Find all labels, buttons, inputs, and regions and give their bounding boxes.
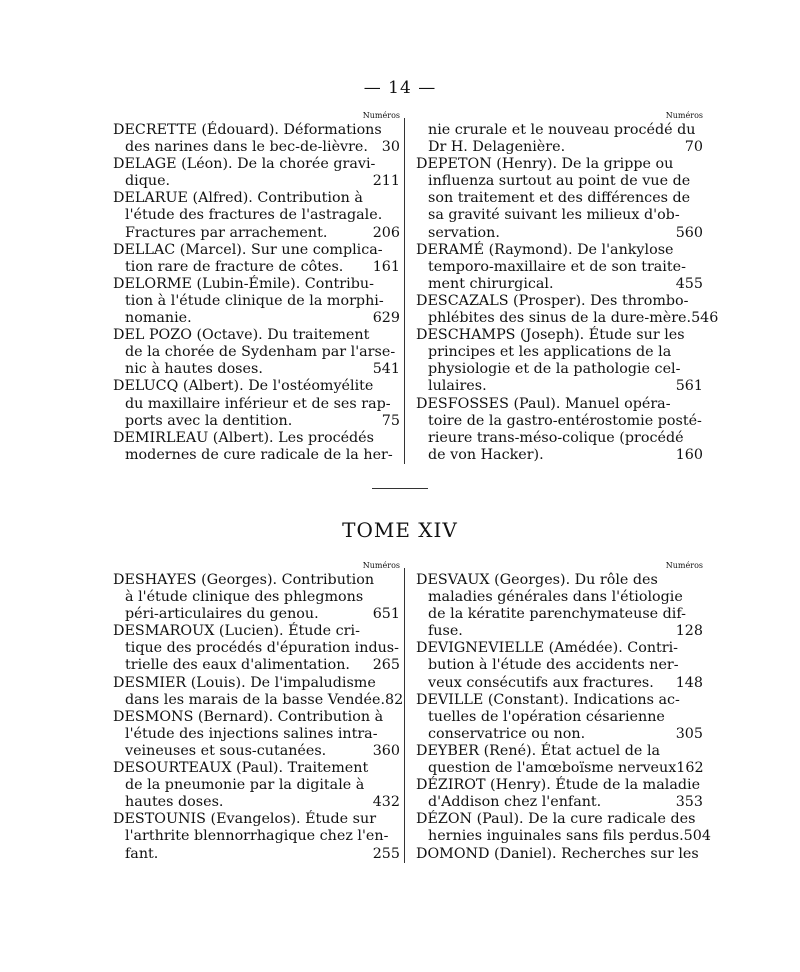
entry-line [416,122,703,139]
entry-text: l'étude des injections salines intra- [125,725,378,742]
entry-text: bution à l'étude des accidents ner- [428,657,679,674]
entry-line [416,606,703,623]
entry-line [416,828,711,845]
entry-line [113,589,400,606]
entry-text: dans les marais de la basse Vendée. [125,691,386,708]
entry-line [113,310,400,327]
index-entry [113,623,400,674]
entry-text: DESFOSSES (Paul). Manuel opéra- [416,395,671,412]
entry-line [113,846,400,863]
index-entry [113,156,400,190]
section-rule [372,488,428,489]
entry-line [416,327,703,344]
index-entry [113,674,404,709]
thesis-number: 30 [381,139,400,156]
index-entry [416,811,711,845]
column-right [416,110,719,464]
entry-line [416,447,703,464]
thesis-number: 651 [372,606,400,623]
thesis-number: 206 [372,224,400,241]
entry-text: ports avec la dentition. [125,412,293,429]
entry-text: trielle des eaux d'alimentation. [125,657,350,674]
thesis-number: 265 [372,657,400,674]
entry-line [113,640,400,657]
entry-line [113,657,400,674]
index-entry [113,276,400,327]
column-header: Numéros [665,111,703,120]
thesis-number: 162 [676,760,704,777]
entry-text: principes et les applications de la [428,344,672,361]
entry-line [113,760,400,777]
entry-line [113,606,400,623]
entry-line [113,691,404,709]
entry-text: DESMAROUX (Lucien). Étude cri- [113,623,360,640]
tome-title: TOME XIV [342,518,458,542]
entry-line [113,447,400,464]
entry-text: DEMIRLEAU (Albert). Les procédés [113,429,374,446]
entry-text: physiologie et de la pathologie cel- [428,361,681,378]
entry-text: nomanie. [125,310,192,327]
entry-text: toire de la gastro-entérostomie posté- [428,412,702,429]
entry-line [113,122,400,139]
index-entry [113,430,400,464]
entry-line [416,396,703,413]
entry-text: péri-articulaires du genou. [125,606,319,623]
entry-line [416,675,703,692]
column-header: Numéros [362,561,400,570]
index-entry [113,327,400,378]
entry-text: DEYBER (René). État actuel de la [416,742,661,759]
entry-line [113,207,400,224]
entry-line [416,361,703,378]
column-divider [404,118,405,464]
thesis-number: 305 [675,725,703,742]
entry-line [416,572,703,589]
entry-line [416,276,703,293]
entry-text: de la chorée de Sydenham par l'arse- [125,344,396,361]
thesis-number: 504 [683,828,711,845]
entry-text: question de l'amœboïsme nerveux [428,760,677,777]
entry-text: son traitement et des différences de [428,190,691,207]
thesis-number: 561 [675,378,703,395]
index-entry [416,572,703,640]
entry-text: hernies inguinales sans fils perdus. [428,828,684,845]
entry-line [416,344,703,361]
thesis-number: 148 [675,674,703,691]
entry-text: Fractures par arrachement. [125,224,328,241]
entry-line [416,293,703,310]
entry-text: DEVIGNEVIELLE (Amédée). Contri- [416,640,679,657]
entry-text: conservatrice ou non. [428,725,586,742]
entry-text: influenza surtout au point de vue de [428,173,691,190]
entry-text: DELLAC (Marcel). Sur une complica- [113,241,383,258]
index-entry [113,242,400,276]
entry-text: lulaires. [428,378,487,395]
entry-line [113,777,400,794]
index-entry [416,122,703,156]
entry-text: fuse. [428,623,463,640]
entry-text: tion à l'étude clinique de la morphi- [125,292,384,309]
entry-line [113,430,400,447]
entry-text: modernes de cure radicale de la her- [125,446,393,463]
entry-line [113,344,400,361]
entry-line [416,760,703,777]
entry-line [416,692,703,709]
entry-line [416,430,703,447]
entry-line [416,156,703,173]
entry-text: temporo-maxillaire et de son traite- [428,258,686,275]
index-entry [416,396,703,464]
thesis-number: 455 [675,275,703,292]
entry-text: nie crurale et le nouveau procédé du [428,122,696,138]
entry-text: DESVAUX (Georges). Du rôle des [416,572,658,588]
index-entry [113,378,400,429]
entry-text: DELARUE (Alfred). Contribution à [113,190,363,207]
entry-line [416,259,703,276]
index-entry [113,709,400,760]
entry-line [113,413,400,430]
entry-line [416,811,703,828]
thesis-number: 70 [684,139,703,156]
entry-text: DELUCQ (Albert). De l'ostéomyélite [113,378,374,395]
entry-text: de von Hacker). [428,446,544,463]
entry-line [416,794,703,811]
entry-text: DEVILLE (Constant). Indications ac- [416,691,680,708]
index-section-bottom [113,560,711,863]
index-entry [113,122,400,156]
entry-line [113,794,400,811]
entry-text: DÉZON (Paul). De la cure radicale des [416,811,696,828]
entry-text: des narines dans le bec-de-lièvre. [125,139,368,156]
entry-text: ment chirurgical. [428,275,554,292]
index-entry [416,777,703,811]
entry-line [113,675,400,692]
entry-text: DESCAZALS (Prosper). Des thrombo- [416,292,689,309]
thesis-number: 75 [381,412,400,429]
thesis-number: 161 [372,258,400,275]
column-left [113,560,404,863]
entry-text: hautes doses. [125,794,224,811]
entry-line [416,310,719,327]
entry-line [113,572,400,589]
entry-line [416,225,703,242]
entry-text: rieure trans-méso-colique (procédé [428,429,684,446]
entry-text: dique. [125,173,171,190]
entry-line [416,190,703,207]
index-entry [416,640,703,691]
entry-text: DEPETON (Henry). De la grippe ou [416,156,674,173]
entry-line [416,139,703,156]
entry-text: fant. [125,845,159,862]
index-entry [416,156,703,241]
index-entry [113,190,400,241]
entry-text: sa gravité suivant les milieux d'ob- [428,207,680,224]
index-entry [416,846,703,863]
entry-line [416,623,703,640]
column-divider [404,568,405,863]
index-entry [113,572,400,623]
entry-line [416,726,703,743]
entry-text: l'étude des fractures de l'astragale. [125,207,383,224]
entry-text: DOMOND (Daniel). Recherches sur les [416,845,699,862]
entry-line [113,259,400,276]
entry-text: DESHAYES (Georges). Contribution [113,572,375,588]
entry-line [416,242,703,259]
entry-text: nic à hautes doses. [125,361,263,378]
index-entry [416,743,703,777]
thesis-number: 432 [372,794,400,811]
entry-text: à l'étude clinique des phlegmons [125,589,364,606]
entry-line [113,811,400,828]
entry-line [113,726,400,743]
entry-text: du maxillaire inférieur et de ses rap- [125,395,391,412]
entry-line [113,361,400,378]
entry-text: DESTOUNIS (Evangelos). Étude sur [113,811,377,828]
entry-line [416,657,703,674]
page-number: — 14 — [363,78,437,98]
thesis-number: 211 [372,173,400,190]
entry-line [416,589,703,606]
entry-line [416,413,703,430]
entry-line [113,396,400,413]
thesis-number: 546 [691,310,719,327]
entry-text: servation. [428,224,500,241]
index-entry [416,692,703,743]
entry-line [113,242,400,259]
entry-text: veineuses et sous-cutanées. [125,742,327,759]
entry-line [416,640,703,657]
entry-text: DESMIER (Louis). De l'impaludisme [113,674,376,691]
entry-text: veux consécutifs aux fractures. [428,674,654,691]
thesis-number: 541 [372,361,400,378]
column-header: Numéros [665,561,703,570]
entry-line [416,173,703,190]
thesis-number: 128 [675,623,703,640]
entry-line [113,225,400,242]
entry-line [113,743,400,760]
entry-line [113,173,400,190]
entry-text: DELORME (Lubin-Émile). Contribu- [113,275,374,292]
entry-line [113,709,400,726]
entry-text: d'Addison chez l'enfant. [428,794,602,811]
column-header: Numéros [362,111,400,120]
index-entry [416,292,719,327]
entry-line [113,293,400,310]
entry-text: DECRETTE (Édouard). Déformations [113,122,382,138]
index-entry [416,327,703,395]
thesis-number: 353 [675,794,703,811]
entry-line [113,156,400,173]
entry-text: de la kératite parenchymateuse dif- [428,606,686,623]
entry-line [113,139,400,156]
entry-line [416,846,703,863]
thesis-number: 360 [372,742,400,759]
entry-text: l'arthrite blennorrhagique chez l'en- [125,828,389,845]
entry-text: DEL POZO (Octave). Du traitement [113,327,370,344]
column-right [416,560,711,863]
thesis-number: 629 [372,310,400,327]
entry-line [416,207,703,224]
entry-line [416,378,703,395]
entry-text: DESOURTEAUX (Paul). Traitement [113,760,369,777]
entry-line [113,623,400,640]
entry-text: phlébites des sinus de la dure-mère. [428,310,692,327]
entry-line [113,828,400,845]
index-entry [416,242,703,293]
entry-text: DESCHAMPS (Joseph). Étude sur les [416,327,685,344]
entry-text: de la pneumonie par la digitale à [125,777,365,794]
entry-text: tion rare de fracture de côtes. [125,258,344,275]
entry-line [416,743,703,760]
entry-text: DESMONS (Bernard). Contribution à [113,708,384,725]
thesis-number: 255 [372,845,400,862]
entry-line [416,777,703,794]
entry-text: Dr H. Delagenière. [428,139,566,156]
index-section-top [113,110,719,464]
column-left [113,110,400,464]
entry-line [416,709,703,726]
entry-text: tique des procédés d'épuration indus- [125,640,399,657]
entry-line [113,190,400,207]
thesis-number: 160 [675,446,703,463]
thesis-number: 82 [385,691,404,708]
entry-text: tuelles de l'opération césarienne [428,708,665,725]
entry-line [113,378,400,395]
entry-text: DÉZIROT (Henry). Étude de la maladie [416,777,701,794]
entry-line [113,327,400,344]
entry-text: DERAMÉ (Raymond). De l'ankylose [416,241,674,258]
entry-line [113,276,400,293]
index-entry [113,760,400,811]
thesis-number: 560 [675,224,703,241]
entry-text: maladies générales dans l'étiologie [428,589,683,606]
index-entry [113,811,400,862]
entry-text: DELAGE (Léon). De la chorée gravi- [113,156,376,173]
